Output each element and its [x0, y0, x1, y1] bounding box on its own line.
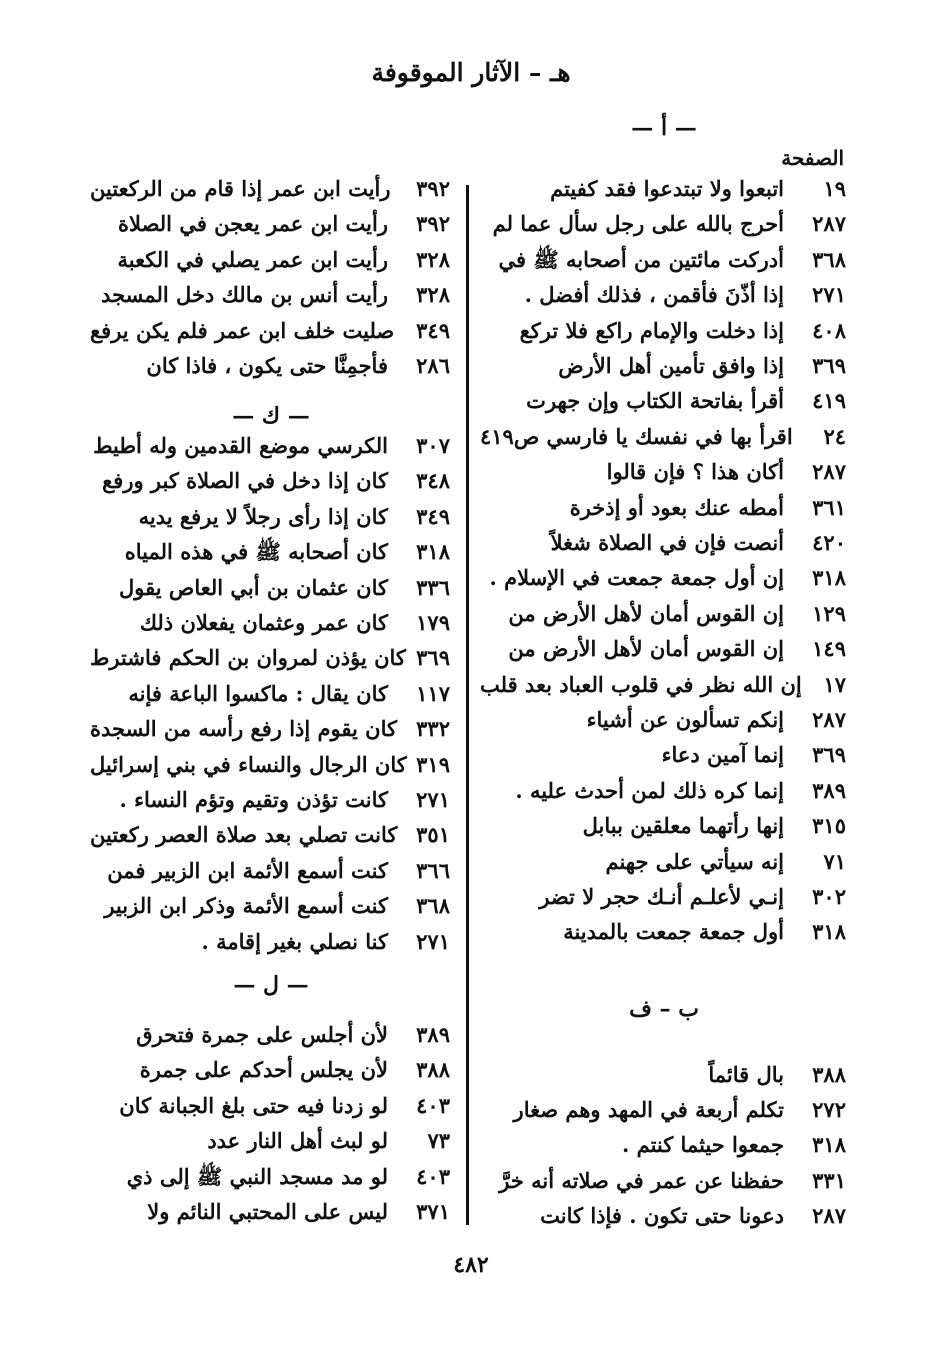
entry-page-number: ٣٢٨ [416, 282, 450, 308]
index-entry [90, 539, 452, 573]
entry-page-number: ١١٧ [416, 680, 450, 706]
entry-page-number: ٤٠٣ [416, 1092, 450, 1118]
index-entry [480, 318, 848, 352]
entry-page-number: ١٩ [823, 176, 846, 201]
entry-text: حفظنا عن عمر في صلاته أنه خرَّ [499, 1167, 784, 1193]
index-entry [480, 636, 848, 670]
entry-page-number: ٣٣٦ [416, 574, 450, 600]
entry-text: إن القوس أمان لأهل الأرض من [508, 636, 784, 662]
column-divider [466, 185, 469, 1225]
section-heading-alif: — أ — [631, 115, 697, 141]
section-heading-ba-fa: ب – ف [629, 996, 699, 1022]
entry-page-number: ٣١٥ [812, 813, 846, 839]
entry-text: لو لبث أهل النار عدد [207, 1128, 388, 1154]
index-entry [90, 645, 452, 679]
index-entry [90, 858, 452, 892]
index-entry [480, 282, 848, 316]
page-column-label: الصفحة [781, 146, 844, 170]
entry-text: كانت تصلي بعد صلاة العصر ركعتين [90, 822, 398, 848]
entry-text: أدركت مائتين من أصحابه ﷺ في [498, 246, 784, 272]
index-entry [480, 1203, 848, 1237]
entry-text: إنما آمين دعاء [661, 742, 784, 768]
index-entry [480, 247, 848, 281]
entry-text: صليت خلف ابن عمر فلم يكن يرفع [90, 317, 395, 343]
index-entry [90, 247, 452, 281]
index-entry [90, 176, 452, 210]
index-entry [480, 1132, 848, 1166]
entry-page-number: ٤٠٨ [812, 317, 846, 343]
entry-text: أحرج بالله على رجل سأل عما لم [492, 211, 784, 237]
entry-text: أكان هذا ؟ فإن قالوا [606, 459, 784, 485]
index-entry [480, 211, 848, 245]
entry-text: أقرأ بفاتحة الكتاب وإن جهرت [526, 388, 784, 414]
entry-text: اتبعوا ولا تبتدعوا فقد كفيتم [550, 176, 784, 201]
entry-page-number: ٣٦٦ [416, 857, 450, 883]
entry-page-number: ٣٤٩ [416, 503, 450, 529]
entry-text: كان عمر وعثمان يفعلان ذلك [139, 610, 388, 635]
entry-page-number: ٣٦٩ [416, 645, 450, 671]
entry-text: كنا نصلي بغير إقامة . [201, 928, 388, 954]
index-entry [480, 707, 848, 741]
index-entry [90, 282, 452, 316]
entry-page-number: ٣٧١ [416, 1199, 450, 1224]
index-entry [90, 681, 452, 715]
entry-text: إنكم تسألون عن أشياء [586, 707, 784, 732]
entry-page-number: ٣٨٩ [812, 777, 846, 803]
entry-page-number: ٣١٨ [416, 539, 450, 565]
entry-page-number: ٢٨٦ [416, 353, 450, 378]
page-title: هـ – الآثار الموقوفة [371, 58, 571, 87]
entry-text: دعونا حتى تكون . فإذا كانت [540, 1202, 784, 1228]
entry-page-number: ٣٨٨ [812, 1062, 846, 1087]
entry-text: كان يقوم إذا رفع رأسه من السجدة [90, 716, 397, 742]
entry-page-number: ٢٨٧ [812, 459, 846, 485]
entry-text: إنه سيأتي على جهنم [605, 848, 784, 874]
entry-text: لأن أجلس على جمرة فتحرق [136, 1022, 388, 1047]
entry-text: كان الرجال والنساء في بني إسرائيل [90, 751, 407, 777]
entry-page-number: ٣٤٨ [416, 468, 450, 494]
index-entry [480, 919, 848, 953]
entry-text: إنما كره ذلك لمن أحدث عليه . [515, 777, 784, 803]
entry-page-number: ٣٩٢ [416, 176, 450, 201]
index-entry [480, 530, 848, 564]
entry-page-number: ٢٨٧ [812, 1202, 846, 1228]
entry-text: كان إذا رأى رجلاً لا يرفع يديه [138, 503, 388, 529]
entry-text: أمطه عنك بعود أو إذخرة [569, 494, 784, 520]
index-entry [480, 884, 848, 918]
index-entry [90, 318, 452, 352]
index-entry [90, 353, 452, 387]
entry-text: إذا دخلت والإمام راكع فلا تركع [519, 317, 784, 343]
entry-text: تكلم أربعة في المهد وهم صغار [513, 1097, 784, 1123]
entry-text: بال قائماً [708, 1062, 784, 1087]
index-entry [480, 565, 848, 599]
entry-text: إنها رأتهما معلقين ببابل [582, 813, 784, 839]
entry-page-number: ٣٤٩ [416, 317, 450, 343]
section-heading-lam: — ل — [233, 972, 309, 998]
entry-page-number: ٢٧١ [416, 787, 450, 812]
entry-page-number: ٢٨٧ [812, 211, 846, 237]
entry-page-number: ٤٠٣ [416, 1163, 450, 1189]
index-entry [90, 433, 452, 467]
index-entry [480, 1062, 848, 1096]
index-entry [480, 424, 848, 458]
entry-page-number: ٧٣ [427, 1128, 450, 1154]
index-entry [480, 176, 848, 210]
entry-text: اقرأ بها في نفسك يا فارسي ص٤١٩ [480, 423, 793, 449]
index-entry [480, 672, 848, 706]
index-entry [90, 575, 452, 609]
index-entry [90, 822, 452, 856]
entry-text: رأيت ابن عمر إذا قام من الركعتين [90, 176, 391, 201]
entry-text: كنت أسمع الأئمة وذكر ابن الزبير [104, 893, 388, 919]
index-entry [480, 813, 848, 847]
section-heading-kaf: — ك — [232, 403, 310, 429]
entry-page-number: ٢٧١ [416, 928, 450, 954]
index-entry [90, 1128, 452, 1162]
index-entry [90, 787, 452, 821]
entry-page-number: ٣٣٢ [416, 716, 450, 742]
index-entry [90, 610, 452, 644]
entry-text: إذا أذّنَ فأقمن ، فذلك أفضل . [524, 282, 784, 308]
entry-page-number: ٣٦١ [812, 494, 846, 520]
entry-text: رأيت ابن عمر يصلي في الكعبة [117, 246, 388, 272]
entry-page-number: ٤١٩ [812, 388, 846, 414]
index-entry [480, 353, 848, 387]
index-entry [90, 1057, 452, 1091]
entry-page-number: ٧١ [823, 848, 846, 874]
entry-page-number: ٤٢٠ [812, 530, 846, 555]
entry-text: كان عثمان بن أبي العاص يقول [119, 574, 388, 600]
entry-page-number: ٣٦٨ [416, 893, 450, 919]
entry-page-number: ٣٦٩ [812, 353, 846, 378]
entry-page-number: ٣١٨ [812, 919, 846, 945]
entry-page-number: ٣٣١ [812, 1167, 846, 1193]
entry-text: كان أصحابه ﷺ في هذه المياه [124, 539, 388, 565]
entry-page-number: ١٢٩ [812, 600, 846, 626]
entry-page-number: ٣١٨ [812, 565, 846, 591]
entry-text: الكرسي موضع القدمين وله أطيط [93, 433, 388, 458]
index-entry [480, 849, 848, 883]
entry-text: لو زدنا فيه حتى بلغ الجبانة كان [119, 1092, 388, 1118]
index-entry [480, 388, 848, 422]
index-entry [90, 211, 452, 245]
entry-page-number: ٣٨٨ [416, 1057, 450, 1083]
entry-text: كان يؤذن لمروان بن الحكم فاشترط [90, 645, 406, 671]
index-entry [480, 1168, 848, 1202]
entry-page-number: ٣٩٢ [416, 211, 450, 237]
entry-text: إذا وافق تأمين أهل الأرض [558, 353, 784, 378]
entry-text: أول جمعة جمعت بالمدينة [563, 919, 784, 945]
entry-page-number: ٣١٩ [416, 751, 450, 777]
index-entry [90, 929, 452, 963]
entry-page-number: ٢٧١ [812, 282, 846, 308]
entry-page-number: ٣٢٨ [416, 246, 450, 272]
entry-text: جمعوا حيثما كنتم . [621, 1132, 784, 1158]
entry-text: أنصت فإن في الصلاة شغلاً [550, 530, 784, 555]
entry-text: لو مد مسجد النبي ﷺ إلى ذي [126, 1163, 388, 1189]
entry-page-number: ٢٨٧ [812, 707, 846, 732]
page-number: ٤٨٢ [453, 1252, 489, 1278]
entry-text: لأن يجلس أحدكم على جمرة [139, 1057, 388, 1083]
index-entry [90, 1199, 452, 1233]
index-entry [90, 716, 452, 750]
index-entry [480, 778, 848, 812]
entry-text: كانت تؤذن وتقيم وتؤم النساء . [119, 787, 388, 812]
index-entry [90, 1022, 452, 1056]
entry-text: كان إذا دخل في الصلاة كبر ورفع [102, 468, 388, 494]
entry-page-number: ٣٦٩ [812, 742, 846, 768]
index-entry [480, 742, 848, 776]
entry-page-number: ٣٥١ [416, 822, 450, 848]
entry-text: فأجمِنَّا حتى يكون ، فاذا كان [146, 353, 388, 378]
entry-text: إنـي لأعلـم أنـك حجر لا تضر [539, 884, 784, 909]
index-entry [90, 468, 452, 502]
entry-page-number: ٣٠٧ [416, 433, 450, 458]
entry-page-number: ١٤٩ [812, 636, 846, 662]
entry-text: رأيت أنس بن مالك دخل المسجد [101, 282, 388, 308]
entry-page-number: ٢٧٢ [812, 1097, 846, 1123]
entry-text: ليس على المحتبي النائم ولا [147, 1199, 388, 1224]
index-entry [90, 893, 452, 927]
index-entry [480, 495, 848, 529]
entry-text: إن الله نظر في قلوب العباد بعد قلب [480, 671, 802, 697]
entry-page-number: ١٧٩ [416, 610, 450, 635]
entry-page-number: ٣٠٢ [812, 884, 846, 909]
index-entry [480, 601, 848, 635]
entry-text: إن القوس أمان لأهل الأرض من [508, 600, 784, 626]
index-entry [90, 1093, 452, 1127]
entry-page-number: ٣١٨ [812, 1132, 846, 1158]
entry-text: إن أول جمعة جمعت في الإسلام . [489, 565, 784, 591]
index-entry [90, 504, 452, 538]
index-entry [480, 459, 848, 493]
index-entry [90, 1164, 452, 1198]
index-entry [480, 1097, 848, 1131]
entry-text: رأيت ابن عمر يعجن في الصلاة [118, 211, 388, 237]
entry-page-number: ١٧ [823, 671, 846, 697]
index-entry [90, 752, 452, 786]
entry-page-number: ٣٦٨ [812, 246, 846, 272]
entry-text: كان يقال : ماكسوا الباعة فإنه [128, 680, 388, 706]
entry-page-number: ٢٤ [823, 423, 846, 449]
entry-text: كنت أسمع الأئمة ابن الزبير فمن [107, 857, 388, 883]
entry-page-number: ٣٨٩ [416, 1022, 450, 1047]
